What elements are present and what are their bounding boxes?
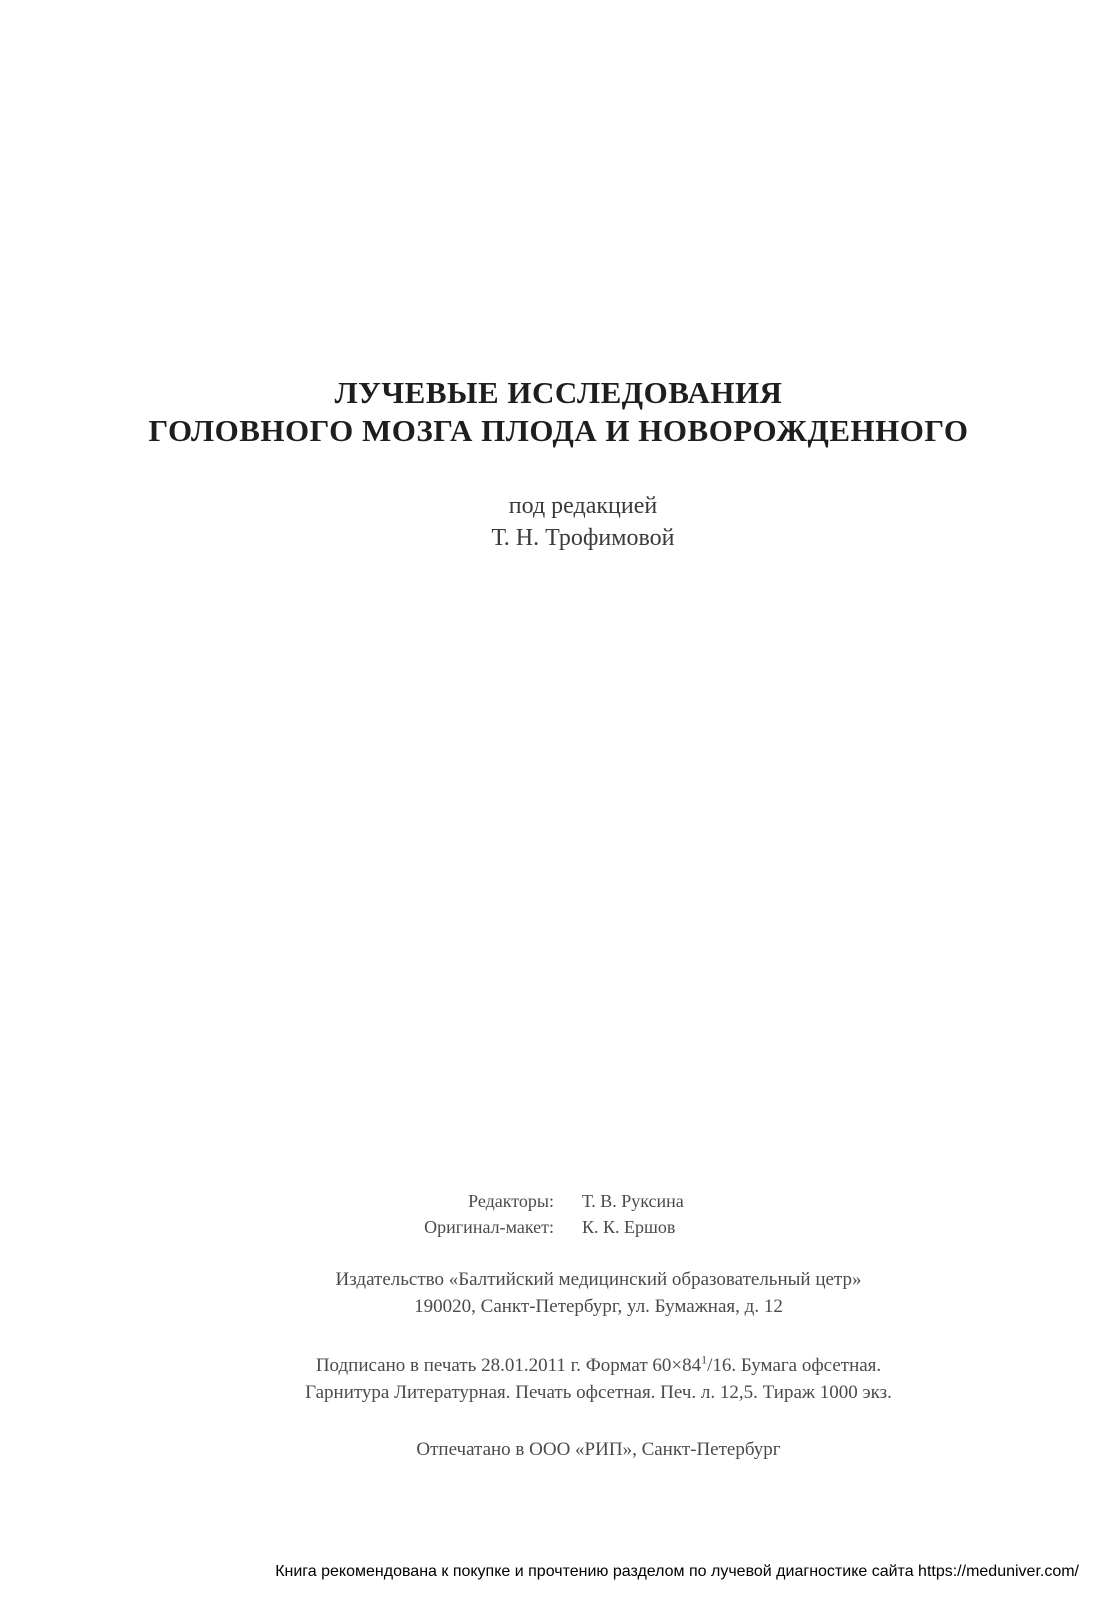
- credit-role: Оригинал-макет:: [424, 1217, 554, 1237]
- format-superscript: 1: [701, 1352, 708, 1367]
- book-title-line-2: ГОЛОВНОГО МОЗГА ПЛОДА И НОВОРОЖДЕННОГО: [148, 413, 969, 448]
- editor-name: Т. Н. Трофимовой: [491, 525, 675, 551]
- credit-name: Т. В. Руксина: [582, 1191, 684, 1211]
- printing-paper: /16. Бумага офсетная.: [707, 1355, 882, 1376]
- printing-info: [0, 1352, 1117, 1406]
- editor-block: [0, 490, 1117, 554]
- book-title: [0, 374, 1117, 450]
- editor-prefix: под редакцией: [508, 493, 658, 519]
- printing-line-2: Гарнитура Литературная. Печать офсетная. Печ. л. 12,5. Тираж 1000 экз.: [305, 1382, 892, 1403]
- credits-list: [360, 1188, 820, 1240]
- publisher-address: 190020, Санкт-Петербург, ул. Бумажная, д. 12: [414, 1296, 783, 1317]
- credit-row: [360, 1214, 820, 1240]
- publisher-name: Издательство «Балтийский медицинский образовательный цетр»: [335, 1269, 862, 1290]
- book-title-line-1: ЛУЧЕВЫЕ ИССЛЕДОВАНИЯ: [334, 375, 783, 410]
- credit-role: Редакторы:: [468, 1191, 554, 1211]
- footer-note: Книга рекомендована к покупке и прочтению разделом по лучевой диагностике сайта https://meduniver.com/: [275, 1563, 1079, 1580]
- credit-name: К. К. Ершов: [582, 1217, 676, 1237]
- printing-format: Подписано в печать 28.01.2011 г. Формат 60×84: [315, 1355, 702, 1376]
- publisher-info: [0, 1266, 1117, 1320]
- printing-line-1: [0, 1352, 1117, 1379]
- credit-row: [360, 1188, 820, 1214]
- printed-by: Отпечатано в ООО «РИП», Санкт-Петербург: [416, 1439, 781, 1460]
